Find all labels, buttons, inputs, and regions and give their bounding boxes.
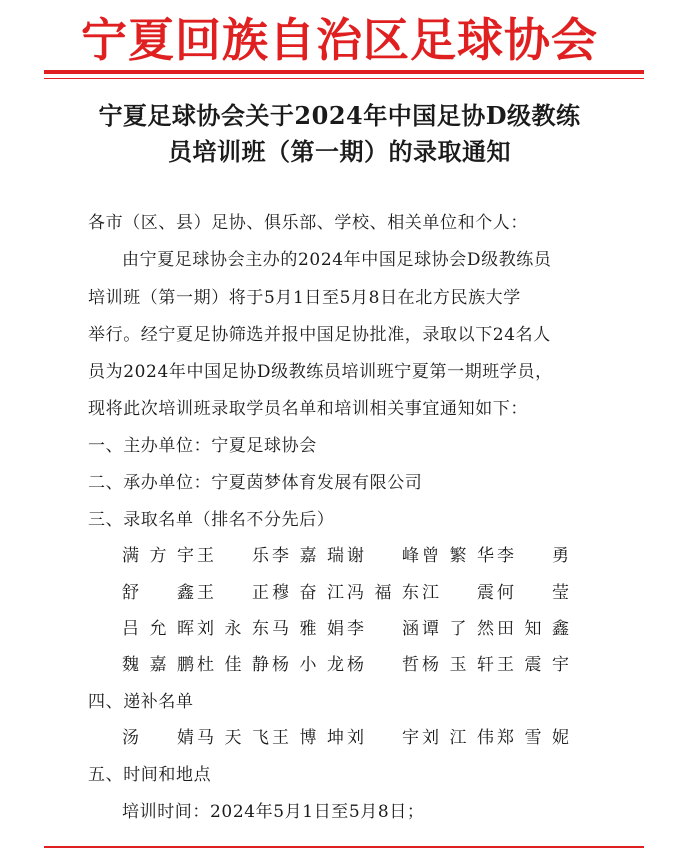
admitted-name: 杜佳静 bbox=[197, 655, 269, 675]
alternate-name: 王博坤 bbox=[272, 728, 344, 748]
intro-paragraph-line: 培训班（第一期）将于5月1日至5月8日在北方民族大学 bbox=[88, 288, 521, 308]
alternate-name: 马天飞 bbox=[197, 728, 269, 748]
admitted-name: 何莹 bbox=[497, 583, 569, 603]
admitted-name: 王正 bbox=[197, 583, 269, 603]
alternate-name: 汤婧 bbox=[122, 728, 194, 748]
letterhead-rule-thick bbox=[44, 70, 644, 74]
admitted-name: 穆奋江 bbox=[272, 583, 344, 603]
admitted-name: 杨小龙 bbox=[272, 655, 344, 675]
admitted-name: 李涵 bbox=[347, 619, 419, 639]
alternate-name: 刘江伟 bbox=[422, 728, 494, 748]
admitted-name: 舒鑫 bbox=[122, 583, 194, 603]
admitted-name: 杨玉轩 bbox=[422, 655, 494, 675]
admitted-name: 王乐 bbox=[197, 546, 269, 566]
intro-paragraph-line: 现将此次培训班录取学员名单和培训相关事宜通知如下： bbox=[88, 399, 528, 419]
admitted-name: 魏嘉鹏 bbox=[122, 655, 194, 675]
intro-paragraph-line: 员为2024年中国足协D级教练员培训班宁夏第一期班学员， bbox=[88, 362, 553, 382]
document-title-line-2: 员培训班（第一期）的录取通知 bbox=[168, 137, 511, 166]
section-admitted-heading: 三、录取名单（排名不分先后） bbox=[88, 510, 335, 530]
section-alternates-heading: 四、递补名单 bbox=[88, 692, 194, 712]
admitted-name: 王震宇 bbox=[497, 655, 569, 675]
admitted-name: 江震 bbox=[422, 583, 494, 603]
page-bottom-rule bbox=[44, 846, 644, 848]
admitted-name: 李勇 bbox=[497, 546, 569, 566]
section-time-place-heading: 五、时间和地点 bbox=[88, 765, 212, 785]
admitted-name: 谭了然 bbox=[422, 619, 494, 639]
admitted-name: 李嘉瑞 bbox=[272, 546, 344, 566]
section-undertaker: 二、承办单位：宁夏茵梦体育发展有限公司 bbox=[88, 473, 423, 493]
letterhead-rule-thin bbox=[44, 78, 644, 79]
letterhead-org-name: 宁夏回族自治区足球协会 bbox=[81, 13, 598, 67]
admitted-name: 吕允晖 bbox=[122, 619, 194, 639]
admitted-name: 谢峰 bbox=[347, 546, 419, 566]
alternate-name: 郑雪妮 bbox=[497, 728, 569, 748]
admitted-name: 冯福东 bbox=[347, 583, 419, 603]
admitted-name: 刘永东 bbox=[197, 619, 269, 639]
admitted-name: 满方宇 bbox=[122, 546, 194, 566]
admitted-name: 田知鑫 bbox=[497, 619, 569, 639]
intro-paragraph-line: 由宁夏足球协会主办的2024年中国足球协会D级教练员 bbox=[122, 250, 552, 270]
section-organizer: 一、主办单位：宁夏足球协会 bbox=[88, 436, 317, 456]
document-title-line-1: 宁夏足球协会关于2024年中国足协D级教练 bbox=[98, 101, 581, 130]
training-time: 培训时间：2024年5月1日至5月8日； bbox=[122, 802, 425, 822]
alternate-name: 刘宇 bbox=[347, 728, 419, 748]
admitted-name: 曾繁华 bbox=[422, 546, 494, 566]
salutation: 各市（区、县）足协、俱乐部、学校、相关单位和个人： bbox=[88, 213, 528, 233]
intro-paragraph-line: 举行。经宁夏足协筛选并报中国足协批准，录取以下24名人 bbox=[88, 325, 551, 345]
admitted-name: 杨哲 bbox=[347, 655, 419, 675]
admitted-name: 马雅娟 bbox=[272, 619, 344, 639]
